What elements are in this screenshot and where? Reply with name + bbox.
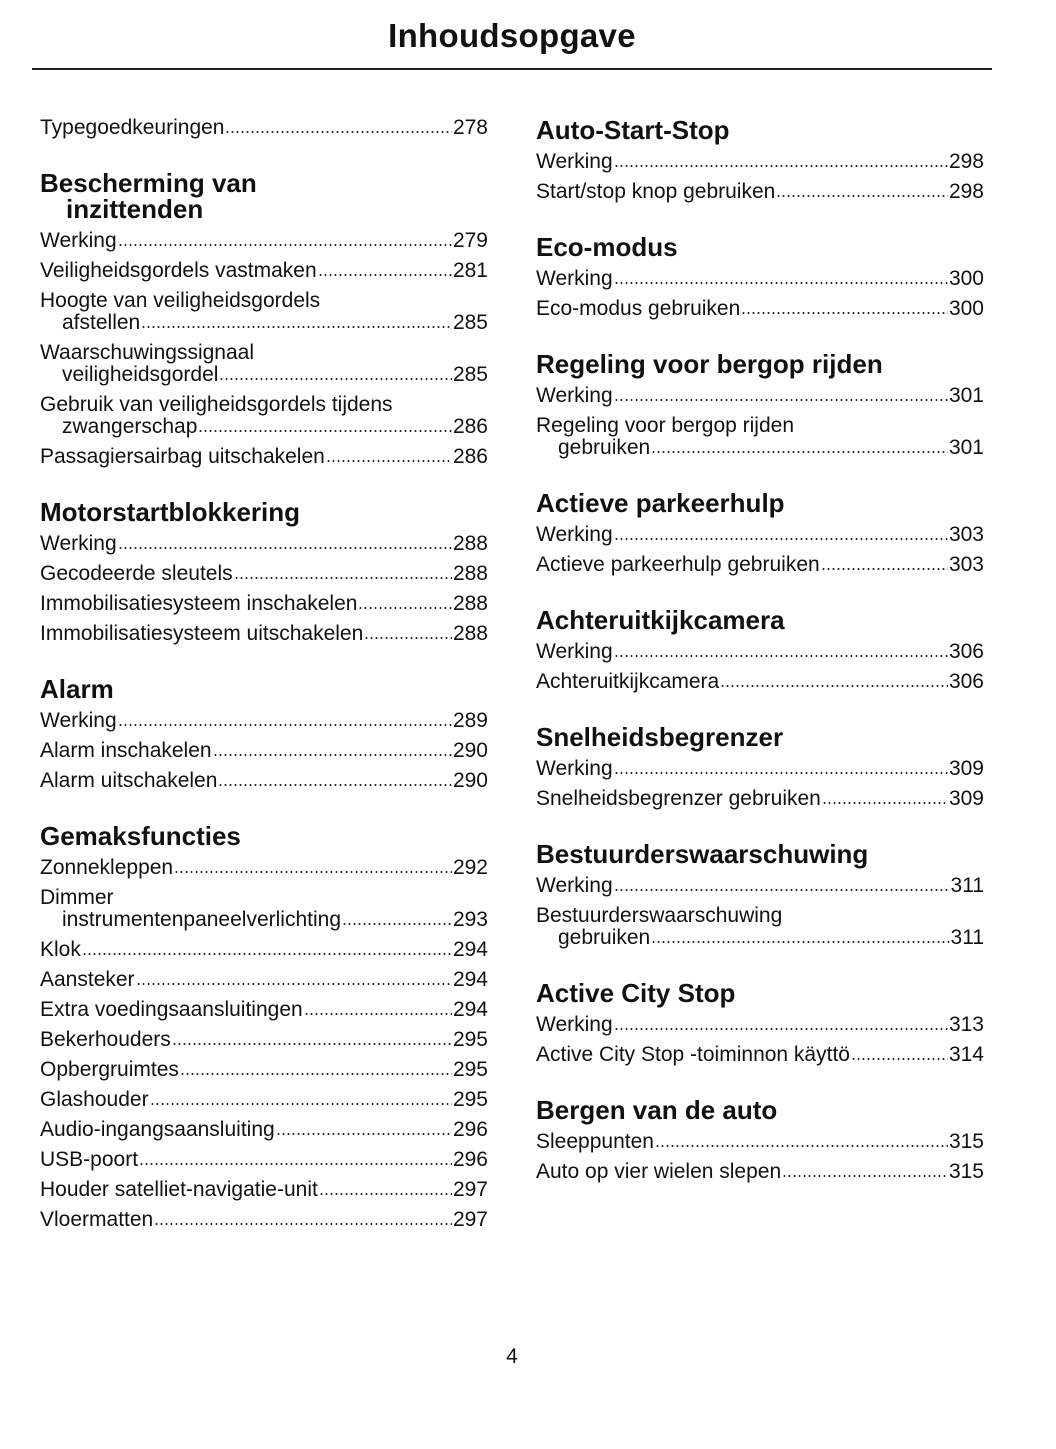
toc-entry-page[interactable]: 301 xyxy=(948,436,984,459)
toc-entry-page[interactable]: 293 xyxy=(452,908,488,931)
toc-entry-label: Regeling voor bergop rijden xyxy=(536,414,794,437)
toc-entry-page[interactable]: 294 xyxy=(452,968,488,991)
toc-entry-row xyxy=(536,437,984,459)
dot-leader xyxy=(219,377,452,381)
toc-entry[interactable] xyxy=(536,181,984,203)
toc-entry-label: Auto op vier wielen slepen xyxy=(536,1160,782,1183)
section-heading-line: Motorstartblokkering xyxy=(40,497,301,527)
toc-entry-label: Bestuurderswaarschuwing xyxy=(536,904,783,927)
toc-entry-label: gebruiken xyxy=(558,926,651,949)
page-title: Inhoudsopgave xyxy=(388,17,636,54)
dot-leader xyxy=(326,459,452,463)
dot-leader xyxy=(319,1192,452,1196)
toc-entry[interactable] xyxy=(40,770,488,792)
toc-entry[interactable] xyxy=(536,1014,984,1036)
toc-entry[interactable] xyxy=(536,385,984,407)
toc-entry[interactable] xyxy=(40,394,488,438)
toc-column-right xyxy=(536,117,984,1183)
toc-entry[interactable] xyxy=(40,563,488,585)
toc-entry-row xyxy=(40,1149,488,1171)
dot-leader xyxy=(154,1222,452,1226)
dot-leader xyxy=(150,1102,452,1106)
toc-entry[interactable] xyxy=(40,740,488,762)
toc-entry[interactable] xyxy=(40,342,488,386)
toc-entry-row xyxy=(536,875,984,897)
toc-entry-row xyxy=(40,710,488,732)
toc-entry-page[interactable]: 313 xyxy=(948,1013,984,1036)
toc-entry-page[interactable]: 300 xyxy=(948,267,984,290)
toc-entry-label: Immobilisatiesysteem inschakelen xyxy=(40,592,358,615)
toc-entry-row xyxy=(40,909,488,931)
toc-entry-label: gebruiken xyxy=(558,436,651,459)
toc-entry-label: Eco-modus gebruiken xyxy=(536,297,741,320)
toc-entry-row xyxy=(40,1059,488,1081)
dot-leader xyxy=(318,273,452,277)
toc-entry-row xyxy=(40,857,488,879)
dot-leader xyxy=(782,1174,948,1178)
dot-leader xyxy=(614,281,948,285)
toc-entry[interactable] xyxy=(40,1089,488,1111)
dot-leader xyxy=(720,684,948,688)
toc-entry-page[interactable]: 298 xyxy=(948,180,984,203)
toc-entry-page[interactable]: 303 xyxy=(948,523,984,546)
section-heading-line: Auto-Start-Stop xyxy=(536,115,730,145)
toc-entry-page[interactable]: 288 xyxy=(452,562,488,585)
toc-entry-page[interactable]: 297 xyxy=(452,1208,488,1231)
dot-leader xyxy=(614,398,948,402)
section-heading-line: Alarm xyxy=(40,674,114,704)
toc-entry-page[interactable]: 311 xyxy=(950,926,984,949)
toc-entry-row xyxy=(40,260,488,282)
toc-entry-row xyxy=(40,446,488,468)
toc-entry[interactable] xyxy=(536,905,984,949)
toc-entry-row xyxy=(40,623,488,645)
toc-entry-page[interactable]: 315 xyxy=(948,1130,984,1153)
dot-leader xyxy=(655,1144,948,1148)
section-heading xyxy=(536,607,984,633)
title-divider xyxy=(32,68,992,70)
toc-entry-label: USB-poort xyxy=(40,1148,139,1171)
toc-entry-page[interactable]: 285 xyxy=(452,363,488,386)
toc-entry[interactable] xyxy=(40,1059,488,1081)
toc-entry-row xyxy=(40,230,488,252)
toc-entry-page[interactable]: 309 xyxy=(948,757,984,780)
toc-entry-page[interactable]: 301 xyxy=(948,384,984,407)
page-number: 4 xyxy=(506,1345,518,1368)
dot-leader xyxy=(218,783,452,787)
toc-column-left xyxy=(40,117,488,1231)
toc-entry-row xyxy=(40,117,488,139)
toc-entry-row xyxy=(536,1044,984,1066)
toc-entry-row xyxy=(536,298,984,320)
dot-leader xyxy=(651,940,949,944)
toc-entry-row xyxy=(536,524,984,546)
dot-leader xyxy=(118,243,452,247)
toc-entry-row xyxy=(40,312,488,334)
toc-entry-row xyxy=(40,969,488,991)
toc-entry-page[interactable]: 306 xyxy=(948,670,984,693)
toc-entry-page[interactable]: 289 xyxy=(452,709,488,732)
toc-entry-page[interactable]: 303 xyxy=(948,553,984,576)
toc-entry-page[interactable]: 285 xyxy=(452,311,488,334)
toc-entry[interactable] xyxy=(40,999,488,1021)
toc-entry-row xyxy=(40,1029,488,1051)
dot-leader xyxy=(364,636,452,640)
dot-leader xyxy=(141,325,452,329)
toc-entry-row xyxy=(536,554,984,576)
toc-entry-page[interactable]: 295 xyxy=(452,1028,488,1051)
dot-leader xyxy=(614,771,948,775)
section-heading xyxy=(40,170,488,222)
toc-entry-row xyxy=(40,1209,488,1231)
toc-entry-page[interactable]: 290 xyxy=(452,769,488,792)
dot-leader xyxy=(851,1057,948,1061)
toc-entry[interactable] xyxy=(536,1161,984,1183)
dot-leader xyxy=(614,654,948,658)
dot-leader xyxy=(174,870,452,874)
dot-leader xyxy=(139,1162,452,1166)
toc-entry[interactable] xyxy=(40,593,488,615)
toc-entry-label: Werking xyxy=(536,640,613,663)
toc-entry-label: Houder satelliet-navigatie-unit xyxy=(40,1178,318,1201)
toc-entry-page[interactable]: 286 xyxy=(452,415,488,438)
section-heading-line: Gemaksfuncties xyxy=(40,821,241,851)
toc-entry-label: Veiligheidsgordels vastmaken xyxy=(40,259,317,282)
toc-entry-label: Werking xyxy=(536,150,613,173)
toc-entry-label: Glashouder xyxy=(40,1088,149,1111)
toc-entry-label: Werking xyxy=(536,384,613,407)
section-heading-line: inzittenden xyxy=(66,194,204,224)
section-heading xyxy=(536,490,984,516)
toc-entry-page[interactable]: 297 xyxy=(452,1178,488,1201)
toc-entry-label: Actieve parkeerhulp gebruiken xyxy=(536,553,820,576)
toc-entry-page[interactable]: 315 xyxy=(948,1160,984,1183)
toc-entry[interactable] xyxy=(40,623,488,645)
section-heading xyxy=(536,1097,984,1123)
toc-entry-page[interactable]: 314 xyxy=(948,1043,984,1066)
toc-entry[interactable] xyxy=(536,298,984,320)
section-heading xyxy=(536,980,984,1006)
toc-entry-page[interactable]: 288 xyxy=(452,622,488,645)
section-heading-line: Actieve parkeerhulp xyxy=(536,488,785,518)
toc-entry[interactable] xyxy=(536,1044,984,1066)
toc-entry[interactable] xyxy=(40,1179,488,1201)
toc-entry-label: Active City Stop -toiminnon käyttö xyxy=(536,1043,850,1066)
dot-leader xyxy=(614,164,948,168)
dot-leader xyxy=(614,537,948,541)
toc-entry-label: afstellen xyxy=(62,311,141,334)
toc-entry-label: veiligheidsgordel xyxy=(62,363,219,386)
toc-entry-label: Vloermatten xyxy=(40,1208,154,1231)
toc-entry-row xyxy=(536,1131,984,1153)
toc-entry-row xyxy=(40,740,488,762)
toc-entry-label: Werking xyxy=(536,874,613,897)
toc-entry-label: Typegoedkeuringen xyxy=(40,116,225,139)
toc-entry-label: Werking xyxy=(40,709,117,732)
toc-entry-label: zwangerschap xyxy=(62,415,198,438)
toc-entry-label: Werking xyxy=(40,229,117,252)
toc-entry-page[interactable]: 288 xyxy=(452,532,488,555)
toc-entry[interactable] xyxy=(40,230,488,252)
toc-entry[interactable] xyxy=(40,117,488,139)
dot-leader xyxy=(276,1132,452,1136)
toc-entry-label: Gecodeerde sleutels xyxy=(40,562,233,585)
section-heading xyxy=(536,117,984,143)
section-heading xyxy=(536,234,984,260)
toc-entry[interactable] xyxy=(40,969,488,991)
toc-entry-row xyxy=(40,1179,488,1201)
toc-entry-row xyxy=(40,533,488,555)
toc-entry-label: Aansteker xyxy=(40,968,135,991)
toc-entry-label: Extra voedingsaansluitingen xyxy=(40,998,303,1021)
section-heading-line: Achteruitkijkcamera xyxy=(536,605,785,635)
dot-leader xyxy=(614,888,950,892)
dot-leader xyxy=(651,450,948,454)
section-heading xyxy=(40,499,488,525)
toc-entry[interactable] xyxy=(536,1131,984,1153)
toc-entry-label: instrumentenpaneelverlichting xyxy=(62,908,341,931)
toc-entry-label: Gebruik van veiligheidsgordels tijdens xyxy=(40,393,393,416)
section-heading xyxy=(40,676,488,702)
toc-entry[interactable] xyxy=(40,1029,488,1051)
toc-entry-row xyxy=(40,593,488,615)
toc-entry-page[interactable]: 281 xyxy=(452,259,488,282)
toc-entry-row xyxy=(536,151,984,173)
toc-entry-row xyxy=(40,770,488,792)
toc-entry-page[interactable]: 286 xyxy=(452,445,488,468)
toc-entry-label: Zonnekleppen xyxy=(40,856,174,879)
toc-entry-page[interactable]: 292 xyxy=(452,856,488,879)
toc-entry[interactable] xyxy=(40,446,488,468)
toc-entry-label: Achteruitkijkcamera xyxy=(536,670,720,693)
toc-entry-row xyxy=(536,1161,984,1183)
toc-entry[interactable] xyxy=(536,415,984,459)
toc-entry-label: Sleeppunten xyxy=(536,1130,654,1153)
dot-leader xyxy=(358,606,451,610)
dot-leader xyxy=(234,576,452,580)
section-heading-line: Active City Stop xyxy=(536,978,736,1008)
toc-entry-row xyxy=(40,1119,488,1141)
toc-entry[interactable] xyxy=(40,710,488,732)
toc-entry-label: Passagiersairbag uitschakelen xyxy=(40,445,325,468)
dot-leader xyxy=(741,311,948,315)
toc-entry-row xyxy=(40,563,488,585)
toc-entry-row xyxy=(536,385,984,407)
section-heading-line: Snelheidsbegrenzer xyxy=(536,722,784,752)
toc-entry[interactable] xyxy=(40,533,488,555)
dot-leader xyxy=(225,130,451,134)
dot-leader xyxy=(821,567,948,571)
dot-leader xyxy=(118,546,452,550)
dot-leader xyxy=(82,952,452,956)
toc-entry-label: Klok xyxy=(40,938,81,961)
toc-entry[interactable] xyxy=(40,939,488,961)
toc-entry[interactable] xyxy=(40,1119,488,1141)
toc-entry-page[interactable]: 309 xyxy=(948,787,984,810)
section-heading xyxy=(536,351,984,377)
toc-entry-label: Werking xyxy=(536,757,613,780)
toc-entry-page[interactable]: 300 xyxy=(948,297,984,320)
toc-entry[interactable] xyxy=(40,260,488,282)
toc-entry-row xyxy=(536,671,984,693)
toc-entry-page[interactable]: 279 xyxy=(452,229,488,252)
toc-entry[interactable] xyxy=(536,641,984,663)
toc-entry-label: Bekerhouders xyxy=(40,1028,171,1051)
toc-entry[interactable] xyxy=(536,268,984,290)
toc-entry-label: Werking xyxy=(536,267,613,290)
toc-entry-row xyxy=(536,181,984,203)
toc-entry[interactable] xyxy=(536,788,984,810)
toc-entry[interactable] xyxy=(40,290,488,334)
dot-leader xyxy=(304,1012,452,1016)
toc-entry[interactable] xyxy=(536,524,984,546)
toc-entry-page[interactable]: 294 xyxy=(452,938,488,961)
toc-entry-page[interactable]: 295 xyxy=(452,1058,488,1081)
toc-entry-row xyxy=(40,364,488,386)
toc-entry-page[interactable]: 296 xyxy=(452,1118,488,1141)
toc-entry-page[interactable]: 298 xyxy=(948,150,984,173)
dot-leader xyxy=(213,753,452,757)
toc-entry-row xyxy=(536,268,984,290)
toc-entry-label: Audio-ingangsaansluiting xyxy=(40,1118,275,1141)
section-heading xyxy=(40,823,488,849)
toc-entry-label: Hoogte van veiligheidsgordels xyxy=(40,289,321,312)
toc-entry-page[interactable]: 311 xyxy=(950,874,984,897)
dot-leader xyxy=(198,429,452,433)
toc-entry-row xyxy=(536,788,984,810)
toc-entry-page[interactable]: 290 xyxy=(452,739,488,762)
section-heading-line: Eco-modus xyxy=(536,232,678,262)
toc-entry[interactable] xyxy=(536,554,984,576)
toc-entry[interactable] xyxy=(40,887,488,931)
section-heading-line: Bestuurderswaarschuwing xyxy=(536,839,869,869)
toc-entry-label: Werking xyxy=(536,523,613,546)
section-heading xyxy=(536,841,984,867)
dot-leader xyxy=(342,922,452,926)
toc-entry[interactable] xyxy=(536,758,984,780)
toc-entry-row xyxy=(40,999,488,1021)
toc-entry-page[interactable]: 295 xyxy=(452,1088,488,1111)
toc-entry-label: Werking xyxy=(536,1013,613,1036)
dot-leader xyxy=(172,1042,452,1046)
toc-entry-label: Werking xyxy=(40,532,117,555)
toc-entry-page[interactable]: 278 xyxy=(452,116,488,139)
toc-entry-row xyxy=(536,758,984,780)
toc-entry-row xyxy=(40,939,488,961)
dot-leader xyxy=(614,1027,948,1031)
dot-leader xyxy=(136,982,452,986)
section-heading-line: Regeling voor bergop rijden xyxy=(536,349,883,379)
toc-entry[interactable] xyxy=(536,875,984,897)
toc-entry-page[interactable]: 296 xyxy=(452,1148,488,1171)
dot-leader xyxy=(118,723,452,727)
toc-entry-row xyxy=(40,416,488,438)
toc-entry-page[interactable]: 294 xyxy=(452,998,488,1021)
toc-entry[interactable] xyxy=(40,857,488,879)
toc-entry-row xyxy=(536,927,984,949)
toc-entry-row xyxy=(536,641,984,663)
dot-leader xyxy=(180,1072,452,1076)
toc-entry-label: Opbergruimtes xyxy=(40,1058,179,1081)
toc-entry[interactable] xyxy=(40,1209,488,1231)
toc-entry-row xyxy=(40,1089,488,1111)
section-heading xyxy=(536,724,984,750)
dot-leader xyxy=(822,801,948,805)
toc-entry-label: Alarm uitschakelen xyxy=(40,769,218,792)
toc-entry-label: Immobilisatiesysteem uitschakelen xyxy=(40,622,364,645)
toc-entry-page[interactable]: 288 xyxy=(452,592,488,615)
toc-entry-label: Alarm inschakelen xyxy=(40,739,212,762)
toc-entry-label: Dimmer xyxy=(40,886,114,909)
dot-leader xyxy=(776,194,948,198)
toc-entry-label: Start/stop knop gebruiken xyxy=(536,180,776,203)
toc-entry[interactable] xyxy=(536,671,984,693)
toc-entry[interactable] xyxy=(536,151,984,173)
toc-entry-label: Snelheidsbegrenzer gebruiken xyxy=(536,787,821,810)
toc-entry[interactable] xyxy=(40,1149,488,1171)
toc-entry-row xyxy=(536,1014,984,1036)
toc-entry-label: Waarschuwingssignaal xyxy=(40,341,254,364)
toc-entry-page[interactable]: 306 xyxy=(948,640,984,663)
section-heading-line: Bescherming van xyxy=(40,168,257,198)
section-heading-line: Bergen van de auto xyxy=(536,1095,778,1125)
